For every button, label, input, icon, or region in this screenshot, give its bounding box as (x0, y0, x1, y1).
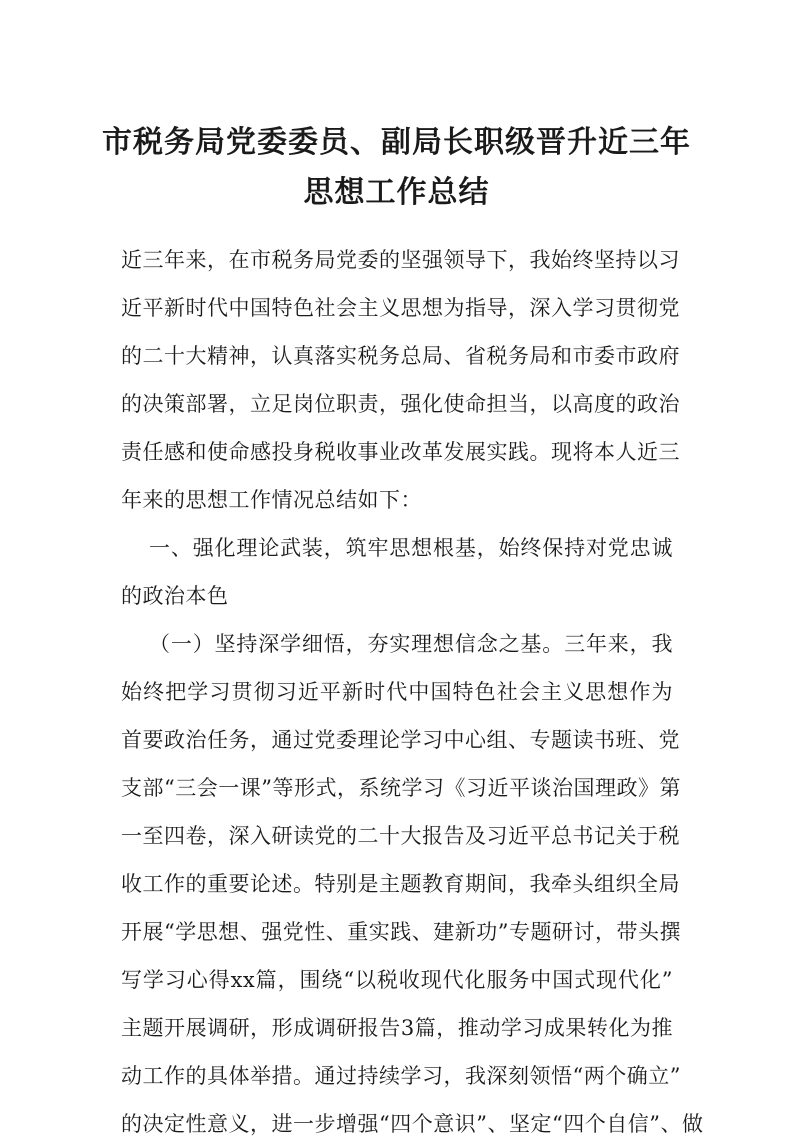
body-line: 写学习心得xx篇，围绕“以税收现代化服务中国式现代化” (121, 968, 673, 992)
section-heading-line: 一、强化理论武装，筑牢思想根基，始终保持对党忠诚 (149, 536, 673, 560)
document-title-line-1: 市税务局党委委员、副局长职级晋升近三年 (102, 125, 691, 160)
body-line: 开展“学思想、强党性、重实践、建新功”专题研讨，带头撰 (121, 920, 681, 944)
body-line: 近三年来，在市税务局党委的坚强领导下，我始终坚持以习 (121, 248, 680, 272)
document-title-line-2: 思想工作总结 (303, 175, 490, 210)
body-line: 的二十大精神，认真落实税务总局、省税务局和市委市政府 (121, 344, 680, 368)
body-line: 主题开展调研，形成调研报告3篇，推动学习成果转化为推 (121, 1016, 673, 1040)
body-line: 动工作的具体举措。通过持续学习，我深刻领悟“两个确立” (121, 1064, 681, 1088)
body-line: 收工作的重要论述。特别是主题教育期间，我牵头组织全局 (121, 872, 680, 896)
body-line: 年来的思想工作情况总结如下： (121, 488, 422, 512)
body-line: （一）坚持深学细悟，夯实理想信念之基。三年来，我 (149, 632, 673, 656)
body-line: 的决定性意义，进一步增强“四个意识”、坚定“四个自信”、做 (121, 1112, 704, 1136)
body-line: 近平新时代中国特色社会主义思想为指导，深入学习贯彻党 (121, 296, 680, 320)
body-line: 首要政治任务，通过党委理论学习中心组、专题读书班、党 (121, 728, 680, 752)
body-line: 始终把学习贯彻习近平新时代中国特色社会主义思想作为 (121, 680, 673, 704)
section-heading-line: 的政治本色 (121, 584, 229, 608)
body-line: 责任感和使命感投身税收事业改革发展实践。现将本人近三 (121, 440, 680, 464)
body-line: 支部“三会一课”等形式，系统学习《习近平谈治国理政》第 (121, 776, 681, 800)
body-line: 的决策部署，立足岗位职责，强化使命担当，以高度的政治 (121, 392, 680, 416)
body-line: 一至四卷，深入研读党的二十大报告及习近平总书记关于税 (121, 824, 680, 848)
